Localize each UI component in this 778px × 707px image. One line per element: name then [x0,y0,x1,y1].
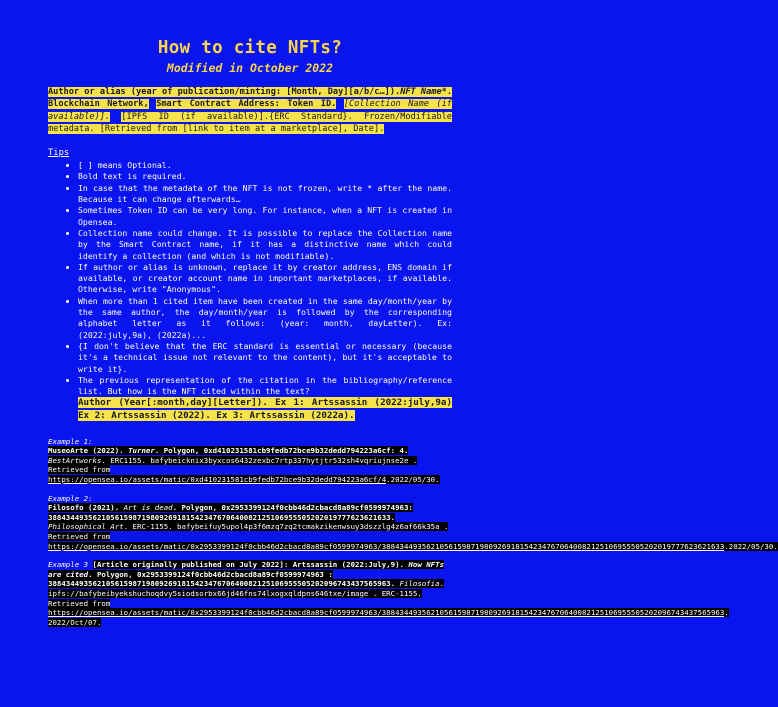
example-label: Example 1: [48,436,93,446]
citation-part: . ERC1155. bafybeicknix3byxcos6432zexbc7rtp337hytjtr532sh4vqriujnse2e . Retrieved from [48,455,418,475]
citation-part: Filosofia [395,579,440,589]
citation-part: . ipfs://bafybeibyekshuchoqdvy5siodsorbx66jd46fns74lxogxqldpns646txe/image . ERC-1155. Retrieved from [48,579,445,608]
tip-item: • {I don't believe that the ERC standard is essential or necessary (because it's a technical issue not relevant to the content), but it's acceptable to write it}. [78,341,452,375]
example-3 [48,560,729,627]
citation-part: MuseoArte (2022). [48,446,129,456]
tip-item: • If author or alias is unknown, replace it by creator address, ENS domain if available, or creator account name in important marketplaces, if available. Otherwise, write "Anonymous". [78,262,452,296]
format-network: Blockchain Network [48,99,144,110]
citation-part: Philosophical Art [48,522,124,532]
citation-part: . Polygon, 0xd410231581cb9fedb72bce9b32dedd794223a6cf: 4. [154,446,409,456]
citation-part: How NFTs are cited [48,560,445,579]
citation-part: Turner [128,446,155,456]
citation-part: . 2022/Oct/07. [48,608,729,627]
tips-heading: Tips [48,148,70,159]
citation-part: .2022/05/30. [386,474,440,484]
tip-item: • In case that the metadata of the NFT is not frozen, write * after the name. Because it can change afterwards… [78,183,452,206]
retrieval-link[interactable]: https://opensea.io/assets/matic/0x2953399124f0cbb46d2cbacd8a89cf0599974963/38843449356210561598719809269181542347670640082125106955505202019777623621633 [48,541,725,551]
format-nft-name: NFT Name* [400,87,447,97]
citation-part: . Polygon, 0x2953399124f0cbb46d2cbacd8a89cf0599974963 : 38843449356210561598719809269181542347670640082125106955505202096743437565963. [48,569,396,589]
citation-part: . Polygon, 0x2953399124f0cbb46d2cbacd8a89cf0599974963: 38843449356210561598719809269181542347670640082125106955505202019777623621633. [48,503,413,522]
citation-part: Filosofo (2021). [48,503,124,513]
format-rest: [IPFS ID (if available)].{ERC Standard}. Frozen/Modifiable metadata. [Retrieved from [link to item at a marketplace], Date]. [48,111,452,134]
example-label: Example 2: [48,493,93,503]
citation-part: [Article originally published on July 2022]: [92,560,289,570]
page-subtitle: Modified in October 2022 [166,61,334,75]
example-2 [48,493,778,552]
retrieval-link[interactable]: https://opensea.io/assets/matic/0xd410231581cb9fedb72bce9b32dedd794223a6cf/4 [48,474,387,484]
citation-part: .2022/05/30. [724,541,778,551]
example-1 [48,437,452,485]
tip-item: • Collection name could change. It is possible to replace the Collection name by the Smart Contract name, if it has a distinctive name which could identify a collection (and which is not modifiable). [78,228,452,262]
format-author: Author or alias (year of publication/minting: [Month, Day][a/b/c…]). [48,87,401,97]
citation-part: Artssassin (2022:July,9). [288,560,409,570]
tip-item: • Sometimes Token ID can be very long. For instance, when a NFT is created in Opensea. [78,205,452,228]
citation-part: Art is dead [123,503,173,513]
format-sep-2: , [143,99,149,110]
tip-item: • When more than 1 cited item have been created in the same day/month/year by the same author, the day/month/year is followed by the corresponding alphabet letter as it follows: (year: month, dayLetter). Ex: (2022:july,9a), (2022a)... [78,296,452,341]
tip-item: • Bold text is required. [78,171,452,182]
example-citation [48,560,729,627]
citation-part: . ERC-1155. bafybeifuy5upol4p3f6mzq7zq2tcmakzikenwsuy3dszzlg4z6af66k35a . Retrieved from [48,522,449,541]
tips-list [48,160,452,422]
examples-section [48,436,778,628]
example-citation [48,446,452,484]
example-label: Example 3 [48,560,89,570]
citation-format [48,86,452,135]
page-content [48,38,778,636]
tip-item [78,375,452,423]
format-collection: [Collection Name (if available)]. [48,99,452,122]
format-contract: Smart Contract Address: Token ID. [156,99,337,110]
format-sep-1: . [446,87,452,97]
citation-part: BestArtworks [48,455,102,465]
tip-question: The previous representation of the citation in the bibliography/reference list. But how is the NFT cited within the text? [78,374,452,397]
example-citation [48,503,778,551]
retrieval-link[interactable]: https://opensea.io/assets/matic/0x2953399124f0cbb46d2cbacd8a89cf0599974963/38843449356210561598719809269181542347670640082125106955505202096743437565963 [48,608,725,618]
intext-citation-format: Author (Year[:month,day][Letter]). Ex 1: Artssassin (2022:july,9a) Ex 2: Artssassin (2022). Ex 3: Artssassin (2022a). [78,397,452,422]
page-title: How to cite NFTs? [157,38,343,58]
tip-item: • [ ] means Optional. [78,160,452,171]
